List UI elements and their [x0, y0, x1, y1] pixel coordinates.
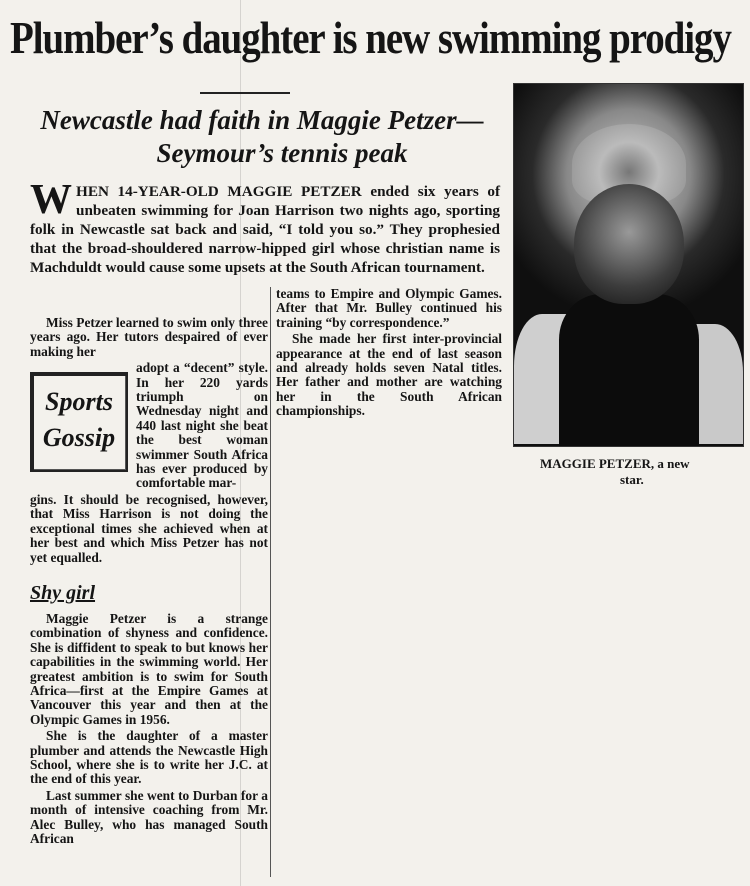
caption-line-2: star.: [620, 472, 644, 487]
column-left-shy-girl: [30, 612, 268, 849]
sports-gossip-box: [30, 372, 128, 472]
photo-caption: [540, 456, 740, 488]
photo-body: [559, 294, 699, 446]
caption-line-1: MAGGIE PETZER, a new: [540, 456, 690, 471]
paragraph-learned-to-swim: Miss Petzer learned to swim only three years ago. Her tutors despaired of ever making her: [30, 315, 268, 359]
sidebox-line-1: Sports: [45, 387, 113, 416]
subheadline-line-1: Newcastle had faith in Maggie Petzer—: [40, 105, 484, 135]
section-heading-shy-girl: Shy girl: [30, 582, 96, 604]
subheadline-line-2: Seymour’s tennis peak: [156, 138, 408, 168]
sidebox-line-2: Gossip: [42, 423, 116, 452]
column-divider: [270, 287, 271, 877]
headline-rule: [200, 92, 290, 94]
paragraph-daughter: She is the daughter of a master plumber and attends the Newcastle High School, where she is to write her J.C. at the end of this year.: [30, 728, 268, 787]
drop-cap: W: [30, 177, 72, 223]
column-right: [276, 287, 502, 421]
paragraph-learned-to-swim-end: gins. It should be recognised, however, that Miss Harrison is not doing the exceptional times she achieved when at her best and which Miss Petzer has not yet equalled.: [30, 491, 268, 565]
lede-text: HEN 14-YEAR-OLD MAGGIE PETZER ended six years of unbeaten swimming for Joan Harrison two nights ago, sporting folk in Newcastle sat back and said, “I told you so.” They prophesied that the broad-shouldered narrow-hipped girl whose christian name is Machduldt would cause some upsets at the South African tournament.: [30, 183, 500, 276]
subheadline: [22, 104, 502, 170]
photo-face: [574, 184, 684, 304]
paragraph-inter-provincial: She made her first inter-provincial appearance at the end of last season and already holds seven Natal titles. Her father and mother are watching her in the South African championships.: [276, 331, 502, 419]
paragraph-durban: Last summer she went to Durban for a month of intensive coaching from Mr. Alec Bulley, who has managed South African: [30, 787, 268, 847]
lede-paragraph: [30, 177, 500, 277]
paragraph-teams: teams to Empire and Olympic Games. After that Mr. Bulley continued his training “by correspondence.”: [276, 286, 502, 330]
paragraph-shyness: Maggie Petzer is a strange combination of shyness and confidence. She is diffident to speak to but knows her capabilities in the swimming world. Her greatest ambition is to swim for South Africa—first at the Empire Games at Vancouver this year and then at the Olympic Games in 1956.: [30, 611, 268, 727]
photo-maggie-petzer: [513, 83, 744, 447]
paragraph-learned-to-swim-cont: adopt a “decent” style. In her 220 yards triumph on Wednesday night and 440 last night she beat the best woman swimmer South Africa has ever produced by comfortable mar-: [136, 360, 268, 491]
headline: Plumber’s daughter is new swimming prodigy: [10, 13, 731, 63]
